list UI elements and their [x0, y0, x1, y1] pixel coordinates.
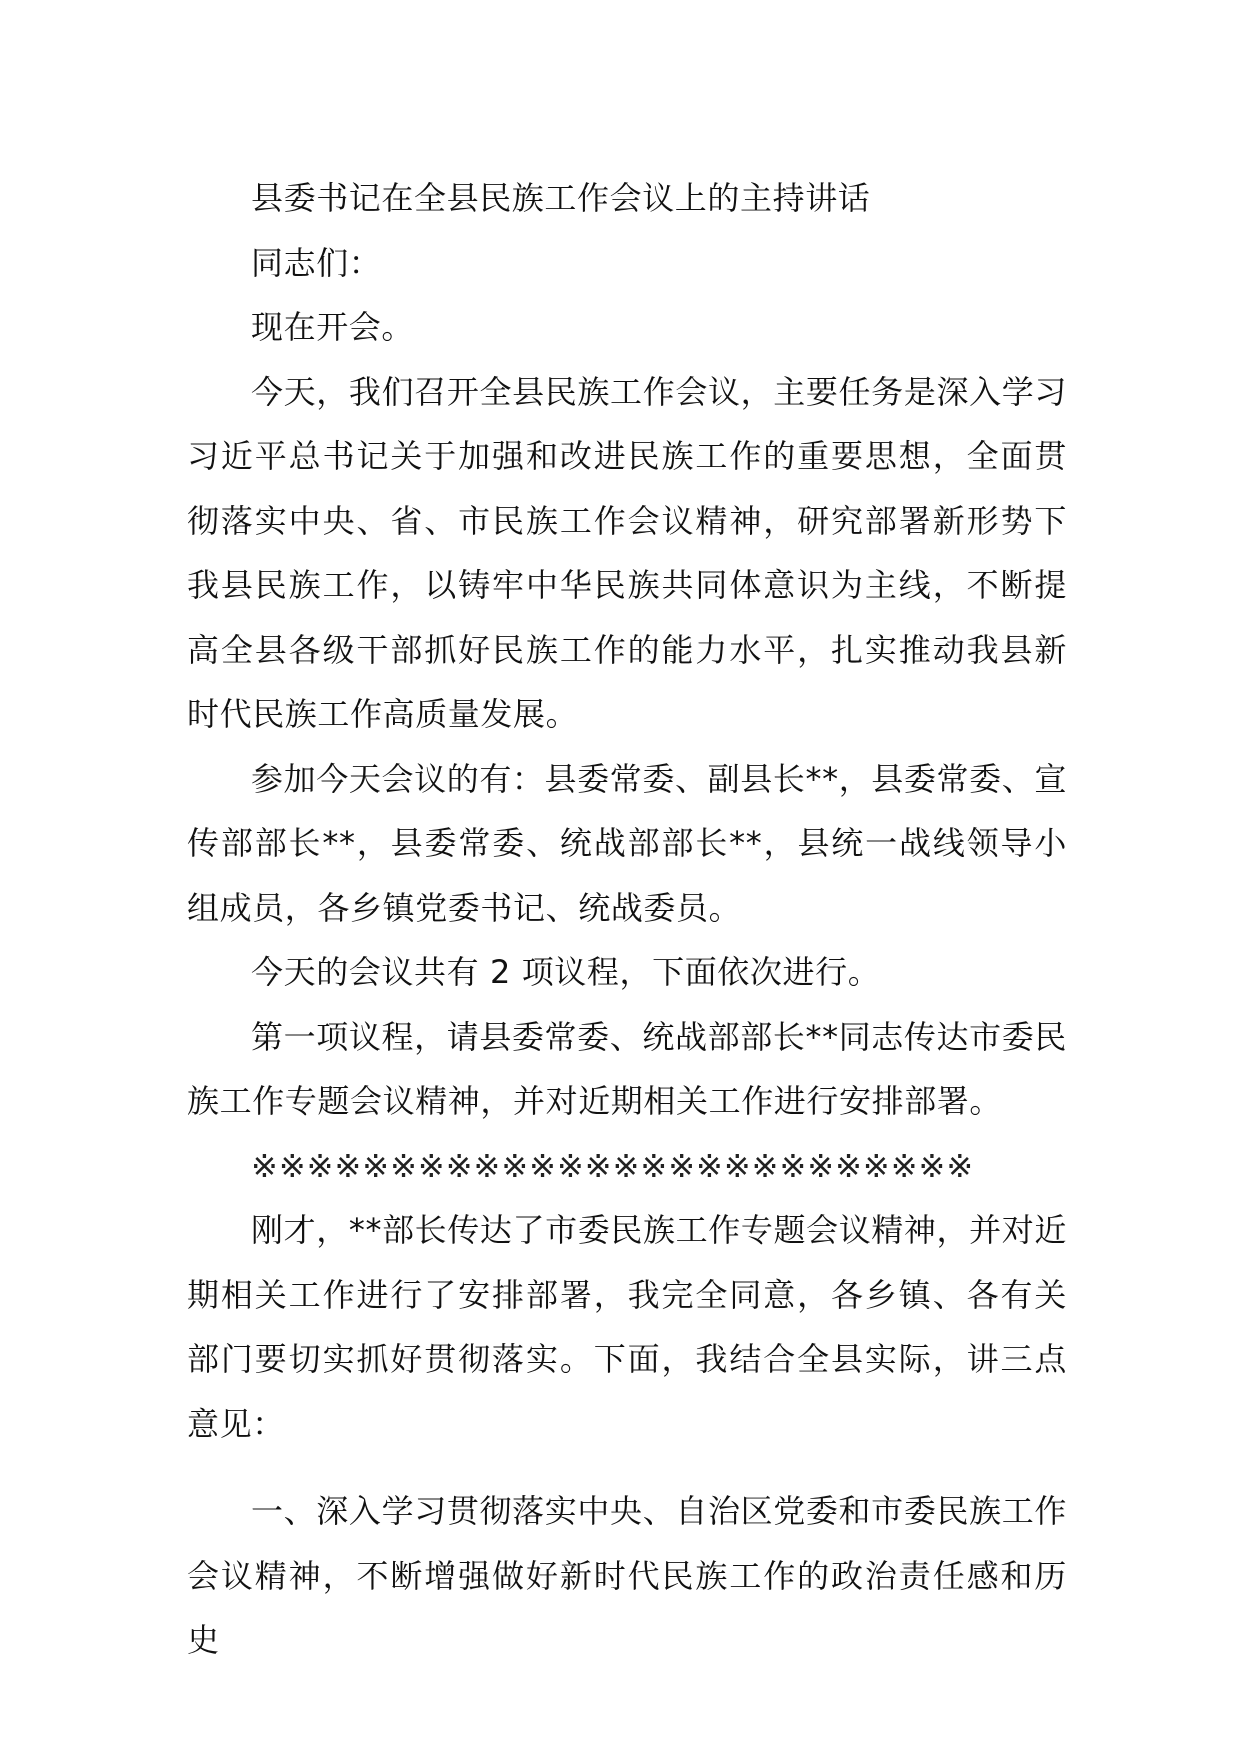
- section-separator: ※※※※※※※※※※※※※※※※※※※※※※※※※※: [251, 1146, 975, 1185]
- opening-statement: 现在开会。: [251, 308, 415, 346]
- meeting-purpose-paragraph: 今天，我们召开全县民族工作会议，主要任务是深入学习习近平总书记关于加强和改进民族工作的重要思想，全面贯彻落实中央、省、市民族工作会议精神，研究部署新形势下我县民族工作，以铸牢中华民族共同体意识为主线，不断提高全县各级干部抓好民族工作的能力水平，扎实推动我县新时代民族工作高质量发展。: [187, 372, 1067, 733]
- remarks-intro-paragraph: 刚才，**部长传达了市委民族工作专题会议精神，并对近期相关工作进行了安排部署，我完全同意，各乡镇、各有关部门要切实抓好贯彻落实。下面，我结合全县实际，讲三点意见：: [187, 1211, 1067, 1443]
- agenda-item-one-paragraph: 第一项议程，请县委常委、统战部部长**同志传达市委民族工作专题会议精神，并对近期相关工作进行安排部署。: [187, 1017, 1067, 1120]
- agenda-count-paragraph: 今天的会议共有 2 项议程，下面依次进行。: [251, 953, 881, 991]
- document-title: 县委书记在全县民族工作会议上的主持讲话: [251, 179, 871, 217]
- salutation: 同志们：: [251, 243, 382, 282]
- attendees-paragraph: 参加今天会议的有：县委常委、副县长**，县委常委、宣传部部长**，县委常委、统战部部长**，县统一战线领导小组成员，各乡镇党委书记、统战委员。: [187, 759, 1067, 927]
- document-body: [187, 166, 1067, 1673]
- section-one-heading: 一、深入学习贯彻落实中央、自治区党委和市委民族工作会议精神，不断增强做好新时代民族工作的政治责任感和历史: [187, 1492, 1067, 1659]
